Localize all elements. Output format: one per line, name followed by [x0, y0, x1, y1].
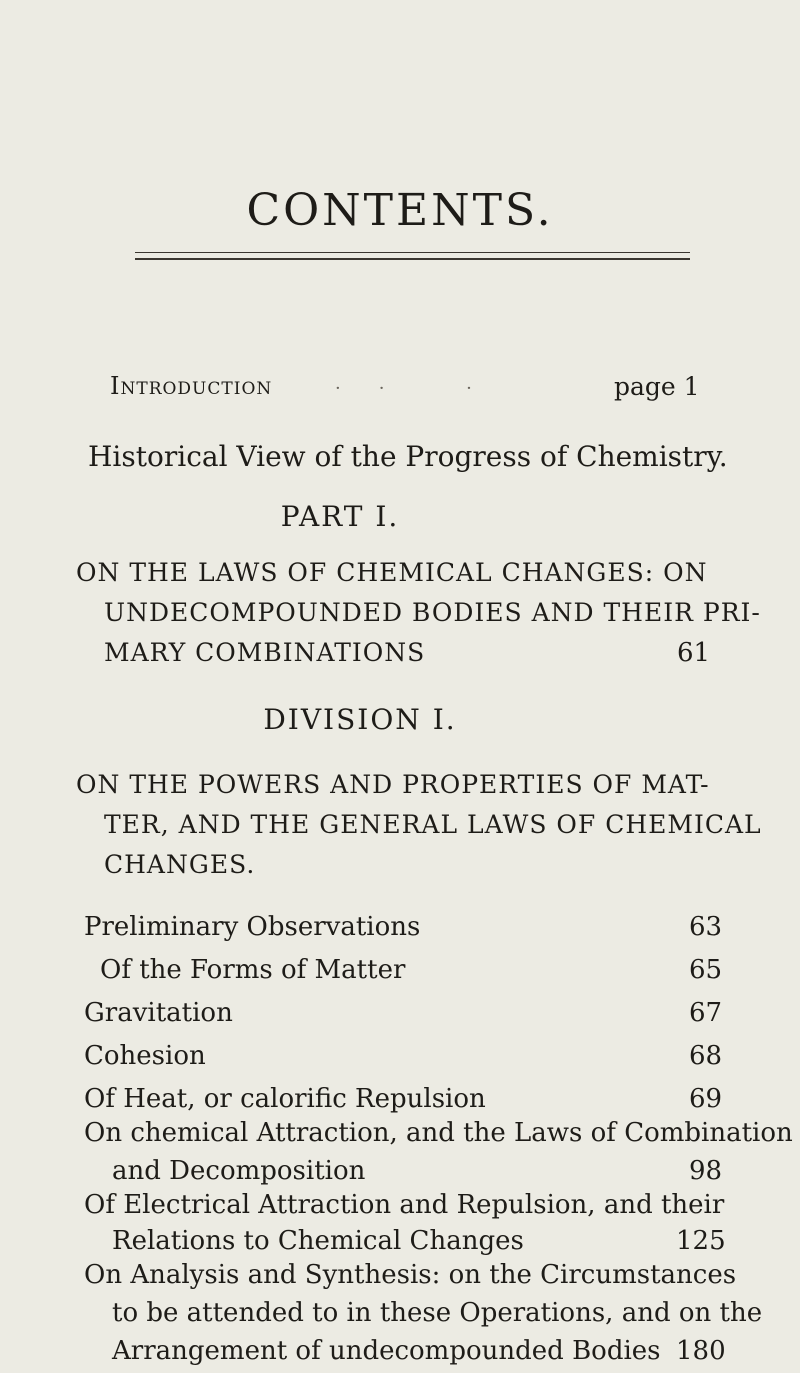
toc-entry: Cohesion: [84, 1041, 206, 1071]
toc-entry-continuation: to be attended to in these Operations, and on the: [112, 1298, 763, 1328]
toc-entry: Of Electrical Attraction and Repulsion, and their: [84, 1190, 725, 1220]
part-title-line: ON THE LAWS OF CHEMICAL CHANGES: ON: [76, 558, 708, 587]
historical-view-heading: Historical View of the Progress of Chemistry.: [88, 440, 728, 473]
toc-entry: Preliminary Observations: [84, 912, 421, 942]
part-page-number: 61: [677, 638, 711, 668]
leader-dots: ·· ·: [335, 378, 510, 399]
introduction-label: Introduction: [110, 372, 273, 400]
part-title-line: UNDECOMPOUNDED BODIES AND THEIR PRI-: [104, 598, 761, 627]
page-title: CONTENTS.: [246, 185, 554, 236]
toc-page-number: 180: [676, 1336, 726, 1366]
toc-page-number: 98: [689, 1156, 723, 1186]
toc-entry: Gravitation: [84, 998, 233, 1028]
division-title-line: ON THE POWERS AND PROPERTIES OF MAT-: [76, 770, 710, 799]
toc-page-number: 68: [689, 1041, 723, 1071]
part-title-line: MARY COMBINATIONS: [104, 638, 426, 667]
toc-page-number: 69: [689, 1084, 723, 1114]
title-rule: [135, 252, 690, 260]
toc-entry: Of Heat, or calorific Repulsion: [84, 1084, 486, 1114]
toc-entry: On Analysis and Synthesis: on the Circumstances: [84, 1260, 737, 1290]
part-heading-text: PART I.: [280, 500, 400, 533]
toc-page-number: 63: [689, 912, 723, 942]
toc-entry-continuation: Relations to Chemical Changes: [112, 1226, 524, 1256]
part-heading: [0, 500, 800, 533]
division-heading-text: DIVISION I.: [263, 703, 457, 736]
division-title-line: TER, AND THE GENERAL LAWS OF CHEMICAL: [104, 810, 762, 839]
toc-page-number: 67: [689, 998, 723, 1028]
division-heading: [0, 703, 800, 736]
division-title-line: CHANGES.: [104, 850, 256, 879]
introduction-page: page 1: [614, 372, 700, 401]
toc-entry-continuation: and Decomposition: [112, 1156, 366, 1186]
toc-entry: On chemical Attraction, and the Laws of Combination: [84, 1118, 793, 1148]
toc-page-number: 65: [689, 955, 723, 985]
toc-entry: Of the Forms of Matter: [100, 955, 406, 985]
toc-entry-continuation: Arrangement of undecompounded Bodies: [112, 1336, 661, 1366]
toc-page-number: 125: [676, 1226, 726, 1256]
